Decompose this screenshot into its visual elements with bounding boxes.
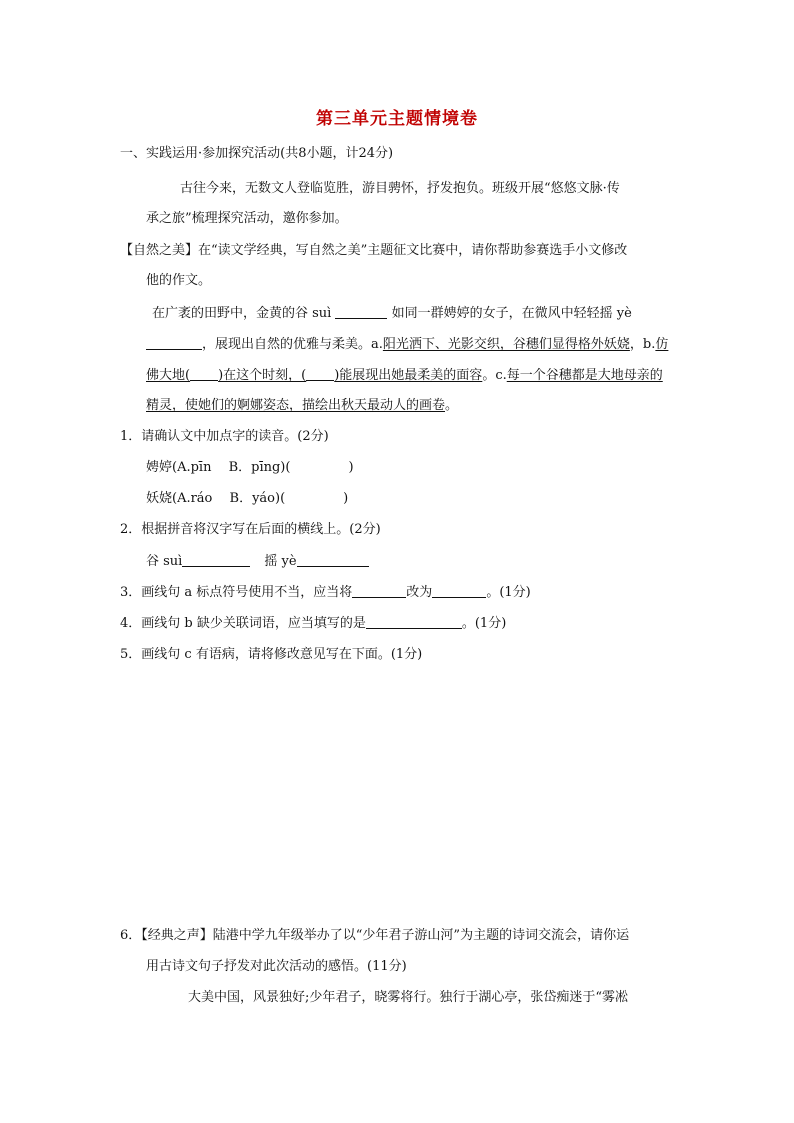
- answer-area-q5[interactable]: [120, 672, 674, 902]
- bracket-close: ): [348, 460, 354, 475]
- answer-blank-connective-2[interactable]: [306, 366, 334, 381]
- underlined-sentence-b: )在这个时刻，(: [218, 368, 307, 383]
- underlined-sentence-a: 阳光洒下、光影交织，谷穗们显得格外妖娆: [382, 337, 630, 352]
- question-3: [120, 583, 531, 602]
- pinyin-label: 摇 yè: [264, 554, 297, 569]
- nature-task-line-1: 【自然之美】在“读文学经典，写自然之美”主题征文比赛中，请你帮助参赛选手小文修改: [120, 243, 628, 258]
- question-2: 2．根据拼音将汉字写在后面的横线上。(2分): [120, 522, 381, 537]
- nature-task-line-2: 他的作文。: [146, 273, 212, 288]
- essay-text: 。: [445, 398, 459, 413]
- question-6-line-1: 6．【经典之声】陆港中学九年级举办了以“少年君子游山河”为主题的诗词交流会，请你运: [120, 928, 630, 943]
- question-1-option-yaorao: [146, 490, 348, 508]
- option-text: 娉婷(A.pīn B．pīng)(: [146, 460, 291, 475]
- pinyin-label: 谷 suì: [146, 554, 183, 569]
- underlined-sentence-b: 佛大地(: [146, 368, 191, 383]
- question-text: 改为: [406, 585, 433, 600]
- question-text: 。(1分): [461, 616, 507, 631]
- essay-text: ，展现出自然的优雅与柔美。a.: [202, 337, 383, 352]
- essay-line-2: [146, 335, 668, 354]
- question-2-blanks: [146, 552, 369, 571]
- section-heading: 一、实践运用·参加探究活动(共8小题，计24分): [120, 146, 394, 161]
- option-text: 妖娆(A.ráo B．yáo)(: [146, 491, 286, 506]
- question-1: 1．请确认文中加点字的读音。(2分): [120, 429, 329, 444]
- underlined-sentence-c: 精灵，使她们的婀娜姿态，描绘出秋天最动人的画卷: [146, 398, 446, 413]
- intro-line-1: 古往今来，无数文人登临览胜，游目骋怀，抒发抱负。班级开展“悠悠文脉·传: [180, 181, 620, 196]
- essay-line-3: [146, 366, 663, 385]
- essay-line-1: [152, 304, 632, 323]
- essay-text: 如同一群娉婷的女子，在微风中轻轻摇 yè: [391, 306, 632, 321]
- answer-blank[interactable]: [432, 583, 486, 598]
- answer-blank[interactable]: [182, 552, 250, 567]
- answer-blank[interactable]: [352, 583, 406, 598]
- question-5: 5．画线句 c 有语病，请将修改意见写在下面。(1分): [120, 647, 423, 662]
- essay-line-4: [146, 397, 458, 415]
- essay-text: 在广袤的田野中，金黄的谷 suì: [152, 306, 332, 321]
- page-title: 第三单元主题情境卷: [316, 109, 478, 129]
- question-1-option-pingting: [146, 459, 354, 477]
- question-text: 。(1分): [486, 585, 531, 600]
- bracket-close: ): [343, 491, 349, 506]
- answer-blank-sui[interactable]: [335, 304, 387, 319]
- essay-text: 。c.: [482, 368, 507, 383]
- essay-text: ，b.: [629, 337, 656, 352]
- question-4: [120, 614, 506, 633]
- answer-blank-connective-1[interactable]: [190, 366, 218, 381]
- underlined-sentence-b: )能展现出她最柔美的面容: [334, 368, 483, 383]
- answer-blank-ye[interactable]: [146, 335, 202, 350]
- answer-blank[interactable]: [366, 614, 462, 629]
- underlined-sentence-b: 仿: [655, 337, 669, 352]
- underlined-sentence-c: 每一个谷穗都是大地母亲的: [506, 368, 663, 383]
- question-6-line-2: 用古诗文句子抒发对此次活动的感悟。(11分): [146, 959, 407, 974]
- question-6-passage: 大美中国，风景独好;少年君子，晓雾将行。独行于湖心亭，张岱痴迷于“雾凇: [188, 990, 629, 1005]
- question-text: 4．画线句 b 缺少关联词语，应当填写的是: [120, 616, 366, 631]
- intro-line-2: 承之旅”梳理探究活动，邀你参加。: [146, 211, 348, 226]
- question-text: 3．画线句 a 标点符号使用不当，应当将: [120, 585, 353, 600]
- answer-blank[interactable]: [297, 552, 369, 567]
